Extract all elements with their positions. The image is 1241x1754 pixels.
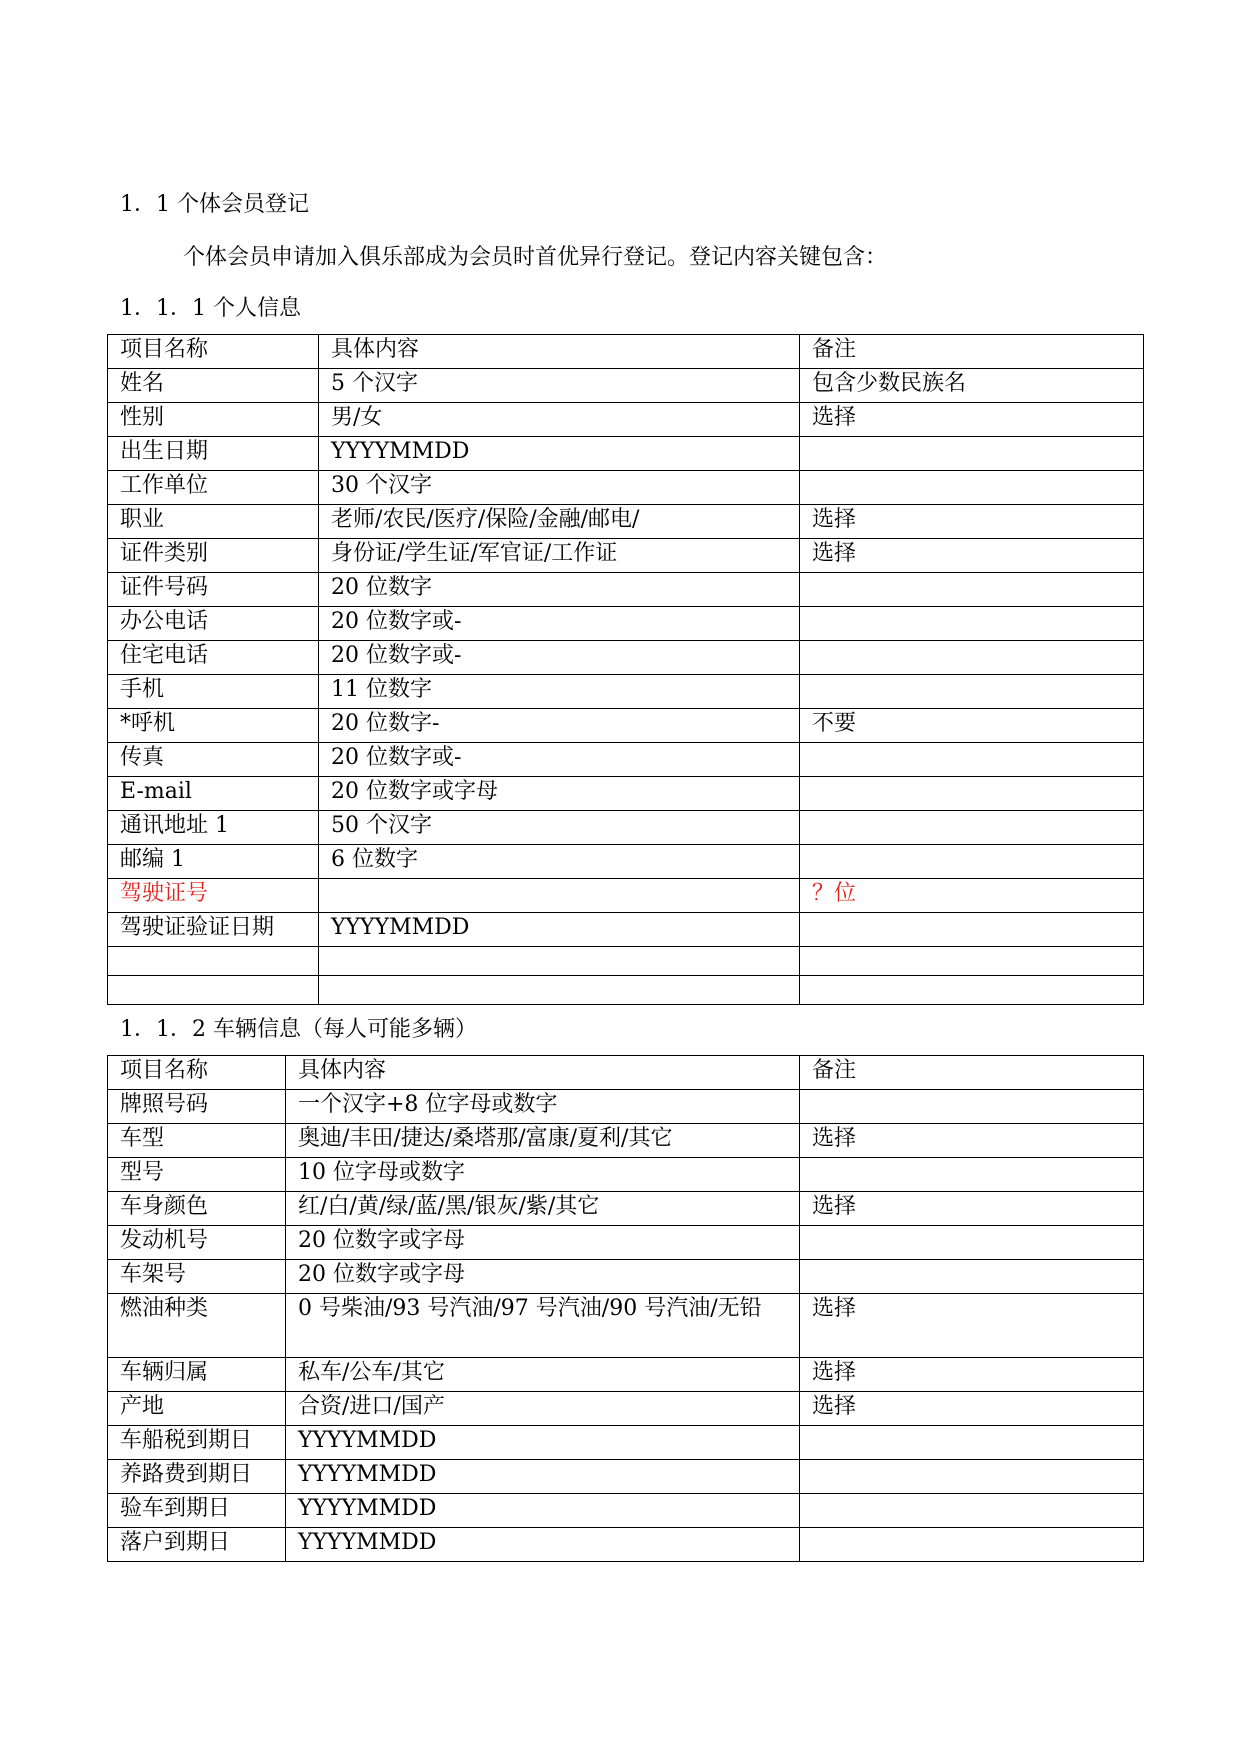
remark-cell [800, 675, 1144, 709]
item-name-cell [108, 976, 319, 1005]
item-name-cell: 证件类别 [108, 539, 319, 573]
remark-cell [800, 1158, 1144, 1192]
table-row [108, 1460, 1144, 1494]
table-row [108, 539, 1144, 573]
content-cell: 20 位数字或- [319, 641, 800, 675]
item-name-cell: 职业 [108, 505, 319, 539]
vehicle-info-heading: 1．1．2 车辆信息（每人可能多辆） [120, 1017, 477, 1042]
table-row [108, 1226, 1144, 1260]
remark-cell [800, 641, 1144, 675]
item-name-cell: 工作单位 [108, 471, 319, 505]
remark-cell [800, 573, 1144, 607]
table-row [108, 641, 1144, 675]
content-cell: 30 个汉字 [319, 471, 800, 505]
table-row [108, 947, 1144, 976]
remark-cell [800, 1528, 1144, 1562]
content-cell: 一个汉字+8 位字母或数字 [286, 1090, 800, 1124]
item-name-cell: 车架号 [108, 1260, 286, 1294]
remark-cell [800, 471, 1144, 505]
table-row [108, 976, 1144, 1005]
remark-cell: 不要 [800, 709, 1144, 743]
remark-cell [800, 1226, 1144, 1260]
item-name-cell: 牌照号码 [108, 1090, 286, 1124]
content-cell: 6 位数字 [319, 845, 800, 879]
table-row [108, 573, 1144, 607]
item-name-cell: 办公电话 [108, 607, 319, 641]
remark-cell: 选择 [800, 1358, 1144, 1392]
content-cell: 20 位数字或字母 [286, 1226, 800, 1260]
personal-info-heading: 1．1．1 个人信息 [120, 296, 301, 321]
remark-cell [800, 1260, 1144, 1294]
item-name-cell: *呼机 [108, 709, 319, 743]
remark-cell [800, 607, 1144, 641]
content-cell: YYYYMMDD [286, 1426, 800, 1460]
remark-cell [800, 1494, 1144, 1528]
remark-cell [800, 913, 1144, 947]
content-cell: 20 位数字或- [319, 743, 800, 777]
remark-cell: 选择 [800, 403, 1144, 437]
table-row [108, 471, 1144, 505]
item-name-cell: 燃油种类 [108, 1294, 286, 1358]
content-cell: YYYYMMDD [286, 1494, 800, 1528]
remark-cell [800, 1426, 1144, 1460]
content-cell: 私车/公车/其它 [286, 1358, 800, 1392]
content-cell [319, 879, 800, 913]
table-header-row [108, 335, 1144, 369]
content-cell: 老师/农民/医疗/保险/金融/邮电/ [319, 505, 800, 539]
item-name-cell: 姓名 [108, 369, 319, 403]
content-cell: 20 位数字或字母 [319, 777, 800, 811]
item-name-cell: 车身颜色 [108, 1192, 286, 1226]
content-cell [319, 976, 800, 1005]
section-heading: 1．1 个体会员登记 [120, 192, 309, 217]
item-name-cell [108, 947, 319, 976]
table-row [108, 505, 1144, 539]
content-cell: 合资/进口/国产 [286, 1392, 800, 1426]
content-cell: 奥迪/丰田/捷达/桑塔那/富康/夏利/其它 [286, 1124, 800, 1158]
remark-cell [800, 845, 1144, 879]
table-row [108, 1294, 1144, 1358]
content-cell: 20 位数字或字母 [286, 1260, 800, 1294]
remark-cell [800, 811, 1144, 845]
table-row [108, 743, 1144, 777]
section-intro: 个体会员申请加入俱乐部成为会员时首优异行登记。登记内容关键包含： [183, 245, 888, 270]
item-name-cell: 驾驶证验证日期 [108, 913, 319, 947]
table-row [108, 913, 1144, 947]
header-content: 具体内容 [319, 335, 800, 369]
table-header-row [108, 1056, 1144, 1090]
content-cell: YYYYMMDD [286, 1528, 800, 1562]
content-cell: 11 位数字 [319, 675, 800, 709]
table-row [108, 607, 1144, 641]
table-row [108, 1124, 1144, 1158]
table-row [108, 369, 1144, 403]
personal-info-table [107, 334, 1144, 1005]
item-name-cell: 验车到期日 [108, 1494, 286, 1528]
content-cell: 红/白/黄/绿/蓝/黑/银灰/紫/其它 [286, 1192, 800, 1226]
item-name-cell: 车船税到期日 [108, 1426, 286, 1460]
table-row [108, 675, 1144, 709]
content-cell: 20 位数字 [319, 573, 800, 607]
table-row [108, 1528, 1144, 1562]
item-name-cell: 发动机号 [108, 1226, 286, 1260]
content-cell: 20 位数字- [319, 709, 800, 743]
item-name-cell: 养路费到期日 [108, 1460, 286, 1494]
content-cell: YYYYMMDD [319, 913, 800, 947]
table-row [108, 879, 1144, 913]
header-item-name: 项目名称 [108, 1056, 286, 1090]
item-name-cell: 性别 [108, 403, 319, 437]
item-name-cell: 住宅电话 [108, 641, 319, 675]
item-name-cell: 车型 [108, 1124, 286, 1158]
item-name-cell: 车辆归属 [108, 1358, 286, 1392]
remark-cell [800, 777, 1144, 811]
item-name-cell: 邮编 1 [108, 845, 319, 879]
remark-cell: 选择 [800, 1294, 1144, 1358]
header-remark: 备注 [800, 1056, 1144, 1090]
item-name-cell: 出生日期 [108, 437, 319, 471]
item-name-cell: 证件号码 [108, 573, 319, 607]
content-cell: 0 号柴油/93 号汽油/97 号汽油/90 号汽油/无铅 [286, 1294, 800, 1358]
table-row [108, 1494, 1144, 1528]
table-row [108, 1192, 1144, 1226]
table-row [108, 709, 1144, 743]
table-row [108, 1358, 1144, 1392]
remark-cell: ？位 [800, 879, 1144, 913]
remark-cell: 选择 [800, 505, 1144, 539]
table-row [108, 1260, 1144, 1294]
content-cell: 男/女 [319, 403, 800, 437]
table-row [108, 1158, 1144, 1192]
vehicle-info-table [107, 1055, 1144, 1562]
remark-cell: 选择 [800, 1192, 1144, 1226]
remark-cell [800, 1090, 1144, 1124]
content-cell: 50 个汉字 [319, 811, 800, 845]
header-item-name: 项目名称 [108, 335, 319, 369]
item-name-cell: 型号 [108, 1158, 286, 1192]
content-cell: 身份证/学生证/军官证/工作证 [319, 539, 800, 573]
content-cell: YYYYMMDD [286, 1460, 800, 1494]
table-row [108, 845, 1144, 879]
remark-cell [800, 976, 1144, 1005]
item-name-cell: E-mail [108, 777, 319, 811]
table-row [108, 811, 1144, 845]
remark-cell [800, 1460, 1144, 1494]
remark-cell [800, 947, 1144, 976]
item-name-cell: 传真 [108, 743, 319, 777]
content-cell: 5 个汉字 [319, 369, 800, 403]
remark-cell: 选择 [800, 539, 1144, 573]
table-row [108, 1090, 1144, 1124]
content-cell: 20 位数字或- [319, 607, 800, 641]
header-content: 具体内容 [286, 1056, 800, 1090]
table-row [108, 403, 1144, 437]
table-row [108, 1392, 1144, 1426]
table-row [108, 777, 1144, 811]
remark-cell: 选择 [800, 1124, 1144, 1158]
content-cell [319, 947, 800, 976]
header-remark: 备注 [800, 335, 1144, 369]
content-cell: 10 位字母或数字 [286, 1158, 800, 1192]
remark-cell [800, 437, 1144, 471]
content-cell: YYYYMMDD [319, 437, 800, 471]
remark-cell: 包含少数民族名 [800, 369, 1144, 403]
item-name-cell: 手机 [108, 675, 319, 709]
remark-cell [800, 743, 1144, 777]
remark-cell: 选择 [800, 1392, 1144, 1426]
item-name-cell: 驾驶证号 [108, 879, 319, 913]
table-row [108, 1426, 1144, 1460]
item-name-cell: 落户到期日 [108, 1528, 286, 1562]
table-row [108, 437, 1144, 471]
item-name-cell: 产地 [108, 1392, 286, 1426]
item-name-cell: 通讯地址 1 [108, 811, 319, 845]
